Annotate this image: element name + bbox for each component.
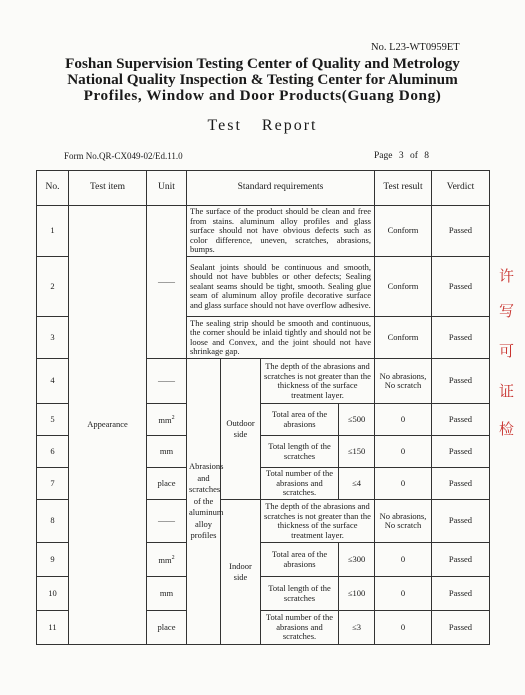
test-result: 0 <box>375 436 432 468</box>
header-test-result: Test result <box>375 171 432 206</box>
row-no: 7 <box>37 468 69 500</box>
header-verdict: Verdict <box>432 171 490 206</box>
test-result: Conform <box>375 317 432 359</box>
test-result: 0 <box>375 468 432 500</box>
requirement-text: Sealant joints should be continuous and smooth, should not have bubbles or other defects; Sealing sealant seams should be tight, smooth. Sealing glue seam of aluminum alloy profile decorative surface and glass surface should not have overflow adhesive. <box>187 257 375 317</box>
verdict: Passed <box>432 543 490 577</box>
test-item-appearance: Appearance <box>69 206 147 645</box>
criterion-limit: ≤150 <box>339 436 375 468</box>
test-result: 0 <box>375 611 432 645</box>
verdict: Passed <box>432 468 490 500</box>
criterion-limit: ≤300 <box>339 543 375 577</box>
criterion-text: Total area of the abrasions <box>261 543 339 577</box>
row-unit: —— <box>147 359 187 404</box>
row-unit: $mm^2$ <box>147 543 187 577</box>
row-no: 6 <box>37 436 69 468</box>
header-test-item: Test item <box>69 171 147 206</box>
header-no: No. <box>37 171 69 206</box>
test-result: Conform <box>375 206 432 257</box>
criterion-limit: ≤500 <box>339 404 375 436</box>
header-standard: Standard requirements <box>187 171 375 206</box>
page-indicator: Page 3 of 8 <box>374 151 430 161</box>
test-result: Conform <box>375 257 432 317</box>
report-number: No. L23-WT0959ET <box>371 42 460 53</box>
row-unit: place <box>147 468 187 500</box>
criterion-limit: ≤100 <box>339 577 375 611</box>
test-result: No abrasions, No scratch <box>375 359 432 404</box>
test-result: 0 <box>375 543 432 577</box>
criterion-limit: ≤3 <box>339 611 375 645</box>
criterion-text: Total length of the scratches <box>261 577 339 611</box>
criterion-text: Total area of the abrasions <box>261 404 339 436</box>
verdict: Passed <box>432 206 490 257</box>
criterion-text: Total number of the abrasions and scratches. <box>261 468 339 500</box>
row-no: 11 <box>37 611 69 645</box>
side-stamp-char: 证 <box>499 382 515 400</box>
title-line-2: National Quality Inspection & Testing Center for Aluminum <box>67 71 458 88</box>
criterion-text: Total number of the abrasions and scratches. <box>261 611 339 645</box>
row-unit: mm <box>147 436 187 468</box>
report-title: Test Report <box>207 117 318 134</box>
row-no: 2 <box>37 257 69 317</box>
test-result: No abrasions, No scratch <box>375 500 432 543</box>
criterion-text: The depth of the abrasions and scratches is not greater than the thickness of the surface treatment layer. <box>261 359 375 404</box>
header-unit: Unit <box>147 171 187 206</box>
side-stamp-char: 检 <box>499 420 515 438</box>
outdoor-side-label: Outdoor side <box>221 359 261 500</box>
verdict: Passed <box>432 577 490 611</box>
row-no: 4 <box>37 359 69 404</box>
test-result: 0 <box>375 577 432 611</box>
criterion-limit: ≤4 <box>339 468 375 500</box>
row-unit: place <box>147 611 187 645</box>
row-no: 3 <box>37 317 69 359</box>
verdict: Passed <box>432 317 490 359</box>
side-stamp-char: 可 <box>499 342 515 360</box>
requirement-text: The sealing strip should be smooth and continuous, the corner should be inlaid tightly and should not be loose and Convex, and the joint should not have shrinkage gap. <box>187 317 375 359</box>
abrasion-group-label: Abrasions and scratches of the aluminum alloy profiles <box>187 359 221 645</box>
row-unit: $mm^2$ <box>147 404 187 436</box>
row-unit: —— <box>147 500 187 543</box>
criterion-text: The depth of the abrasions and scratches is not greater than the thickness of the surface treatment layer. <box>261 500 375 543</box>
title-line-3: Profiles, Window and Door Products(Guang Dong) <box>83 87 442 104</box>
table-row <box>37 206 490 257</box>
row-no: 1 <box>37 206 69 257</box>
test-result: 0 <box>375 404 432 436</box>
criterion-text: Total length of the scratches <box>261 436 339 468</box>
test-results-table <box>36 170 490 645</box>
indoor-side-label: Indoor side <box>221 500 261 645</box>
verdict: Passed <box>432 359 490 404</box>
verdict: Passed <box>432 404 490 436</box>
row-no: 10 <box>37 577 69 611</box>
title-line-1: Foshan Supervision Testing Center of Quality and Metrology <box>65 55 460 72</box>
row-unit: —— <box>147 206 187 359</box>
side-stamp-char: 写 <box>499 302 515 320</box>
row-no: 8 <box>37 500 69 543</box>
form-number: Form No.QR-CX049-02/Ed.11.0 <box>64 151 183 161</box>
row-no: 5 <box>37 404 69 436</box>
requirement-text: The surface of the product should be clean and free from stains. aluminum alloy profiles and glass surface should not have obvious defects such as color difference, uneven, scratches, abrasions, bumps. <box>187 206 375 257</box>
verdict: Passed <box>432 436 490 468</box>
row-no: 9 <box>37 543 69 577</box>
table-header-row <box>37 171 490 206</box>
verdict: Passed <box>432 611 490 645</box>
row-unit: mm <box>147 577 187 611</box>
verdict: Passed <box>432 257 490 317</box>
side-stamp-char: 许 <box>499 267 515 285</box>
verdict: Passed <box>432 500 490 543</box>
